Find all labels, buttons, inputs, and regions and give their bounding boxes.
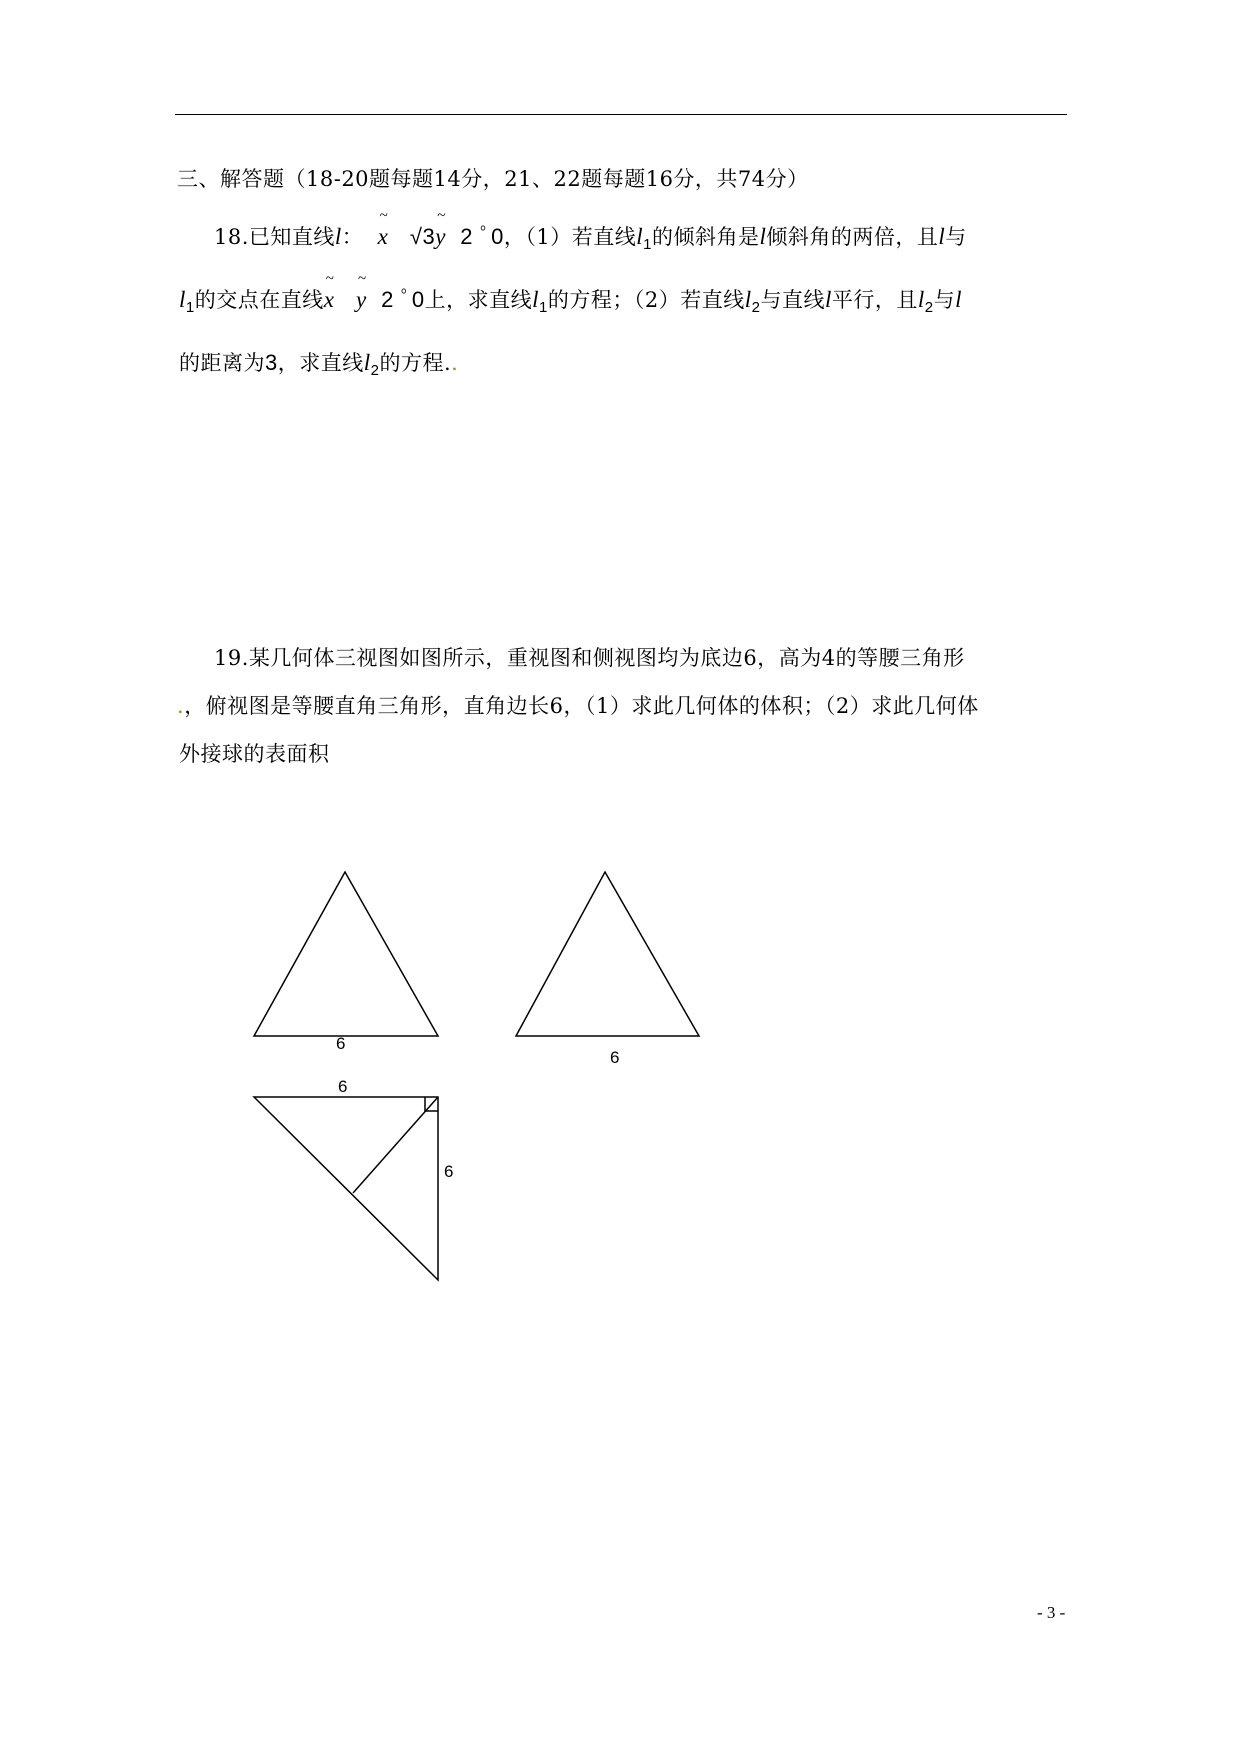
q18-line-1: 18.已知直线l： ~ x √3~ y 2 ﾟ0，（1）若直线$l_1$的倾斜角是l倾斜角的两倍，且l与 [214, 220, 967, 253]
q19-line-2: .，俯视图是等腰直角三角形，直角边长6，（1）求此几何体的体积；（2）求此几何体 [177, 694, 979, 718]
side-base-label: 6 [610, 1048, 620, 1067]
front-base-label: 6 [336, 1034, 346, 1053]
top-hypotenuse-label: 6 [338, 1077, 348, 1096]
q18-line-3: 的距离为3，求直线$l_2$的方程.. [179, 350, 459, 379]
q18-line-2: $l_1$的交点在直线~ x ~ y 2 ﾟ0上，求直线$l_1$的方程；（2）若直线$l_2$与直线l平行，且$l_2$与l [179, 283, 962, 316]
q19-line-1: 19.某几何体三视图如图所示，重视图和侧视图均为底边6，高为4的等腰三角形 [214, 646, 965, 670]
q19-line-3: 外接球的表面积 [179, 742, 330, 766]
section-heading: 三、解答题（18-20题每题14分，21、22题每题16分，共74分） [177, 167, 809, 191]
top-leg-label: 6 [444, 1162, 454, 1181]
equation-x: ~ x [378, 224, 389, 250]
mark-dot: . [451, 351, 459, 375]
side-view-triangle [516, 872, 699, 1036]
page-number: - 3 - [1037, 1603, 1066, 1622]
front-view-triangle [254, 872, 438, 1036]
mark-dot: . [177, 694, 185, 718]
top-view-triangle [254, 1097, 438, 1280]
